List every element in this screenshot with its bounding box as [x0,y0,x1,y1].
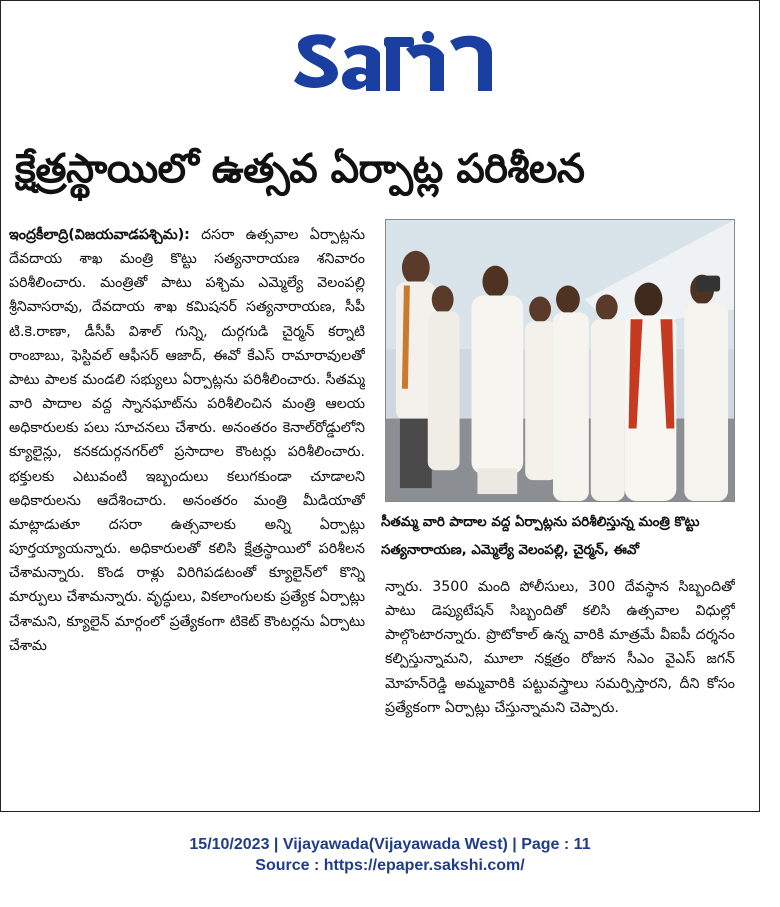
article-body-left: దసరా ఉత్సవాల ఏర్పాట్లను దేవదాయ శాఖ మంత్రి కొట్టు సత్యనారాయణ శనివారం పరిశీలించారు. మంత్రితో పాటు పశ్చిమ ఎమ్మెల్యే వెలంపల్లి శ్రీనివాసరావు, దేవదాయ శాఖ కమిషనర్ సత్యనారాయణ, సీపీ టి.కె.రాణా, డీసీపీ విశాల్ గున్ని, దుర్గగుడి చైర్మన్ కర్నాటి రాంబాబు, ఫెస్టివల్ ఆఫీసర్ ఆజాద్, ఈవో కేఎస్ రామారావులతో పాటు పాలక మండలి సభ్యులు ఏర్పాట్లను పరిశీలించారు. సీతమ్మ వారి పాదాల వద్ద స్నానఘాట్‌ను పరిశీలించిన మంత్రి ఆలయ అధికారులకు పలు సూచనలు చేశారు. అనంతరం కెనాల్‌రోడ్డులోని క్యూలైన్లు, కనకదుర్గనగర్‌లో ప్రసాదాల కౌంటర్లు పరిశీలించారు. భక్తులకు ఎటువంటి ఇబ్బందులు కలుగకుండా చూడాలని అధికారులను ఆదేశించారు. అనంతరం మంత్రి మీడియాతో మాట్లాడుతూ దసరా ఉత్సవాలకు అన్ని ఏర్పాట్లు పూర్తయ్యాయన్నారు. అధికారులతో కలిసి క్షేత్రస్థాయిలో పరిశీలన చేశామన్నారు. కొండ రాళ్లు విరిగిపడటంతో క్యూలైన్‌లో కొన్ని మార్పులు చేశామన్నారు. వృద్ధులు, వికలాంగులకు ప్రత్యేక ఏర్పాట్లు చేశామని, క్యూలైన్ మార్గంలో ప్రత్యేకంగా టికెట్ కౌంటర్లను ఏర్పాటు చేశామ [9,227,365,654]
photo-caption: సీతమ్మ వారి పాదాల వద్ద ఏర్పాట్లను పరిశీలిస్తున్న మంత్రి కొట్టు సత్యనారాయణ, ఎమ్మెల్యే వెలంపల్లి, చైర్మన్, ఈవో [381,515,700,558]
footer-edition-info: 15/10/2023 | Vijayawada(Vijayawada West) | Page : 11 [189,836,591,853]
article-body-left-column [9,223,365,808]
article-dateline: ఇంద్రకీలాద్రి(విజయవాడపశ్చిమ): [9,227,190,243]
article-headline: క్షేత్రస్థాయిలో ఉత్సవ ఏర్పాట్ల పరిశీలన [15,146,585,192]
footer-source: Source : https://epaper.sakshi.com/ [255,857,525,874]
news-photo [385,219,735,502]
sakshi-logo [288,27,498,97]
article-body-right: న్నారు. 3500 మంది పోలీసులు, 300 దేవస్థాన సిబ్బందితో పాటు డెప్యుటేషన్ సిబ్బందితో కలిసి ఉత్సవాల విధుల్లో పాల్గొంటారన్నారు. ప్రొటోకాల్ ఉన్న వారికి మాత్రమే వీఐపీ దర్శనం కల్పిస్తున్నామని, మూలా నక్షత్రం రోజున సీఎం వైఎస్ జగన్ మోహన్‌రెడ్డి అమ్మవారికి పట్టువస్త్రాలు సమర్పిస్తారని, దీని కోసం ప్రత్యేకంగా ఏర్పాట్లు చేస్తున్నామని చెప్పారు. [385,579,735,716]
